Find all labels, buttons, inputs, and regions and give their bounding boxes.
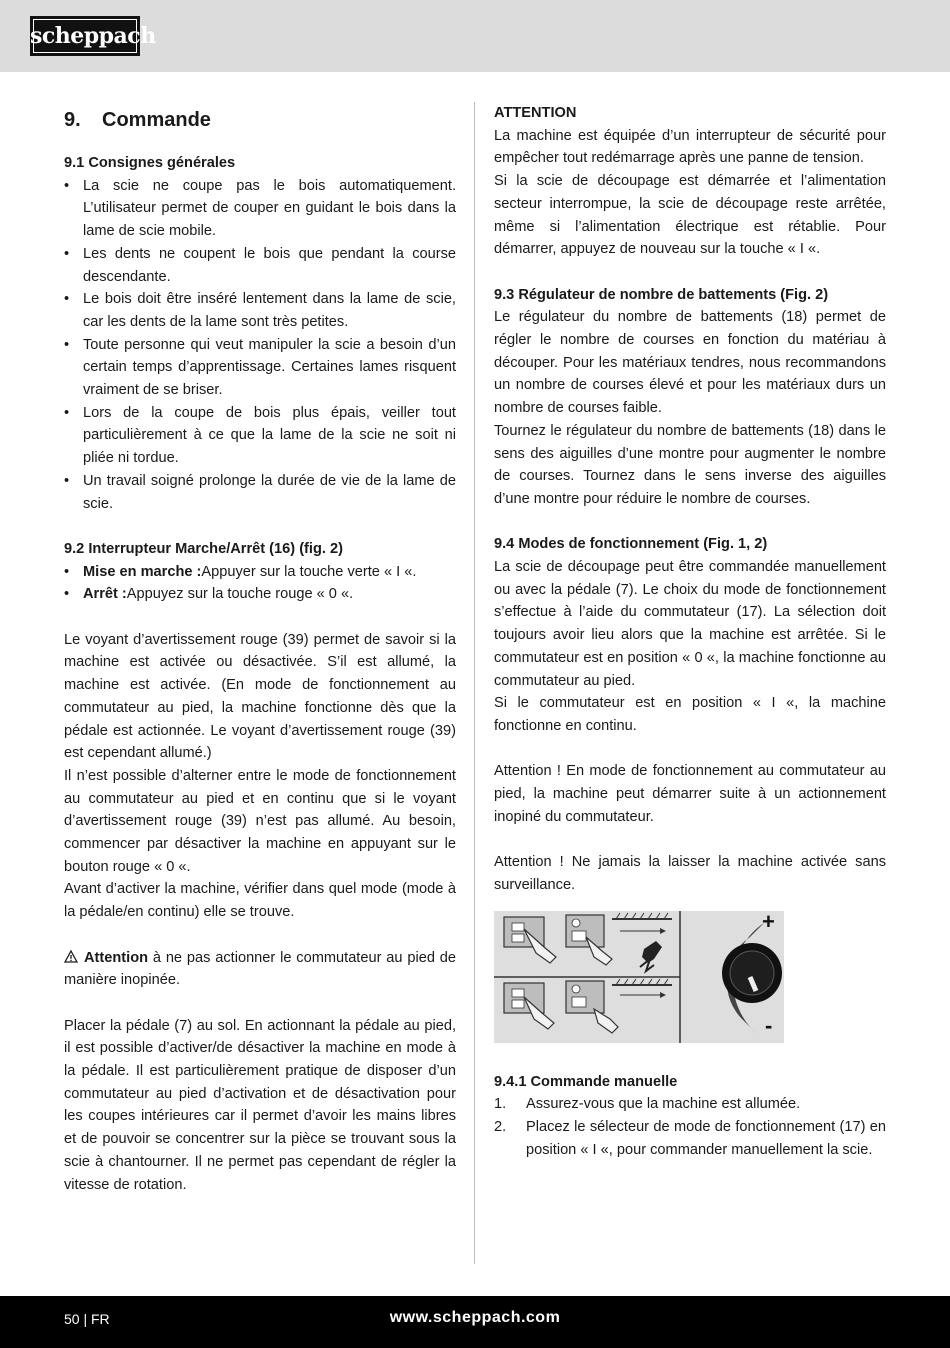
subsection-title-9-1: 9.1 Consignes générales <box>64 155 236 171</box>
operating-modes-illustration <box>494 908 784 1043</box>
left-column <box>64 102 456 1196</box>
attention-label: Attention <box>84 949 149 966</box>
brand-logo-text: scheppach <box>30 23 156 49</box>
list-item <box>494 1116 886 1161</box>
modes-paragraph-3: Attention ! En mode de fonctionnement au commutateur au pied, la machine peut démarrer suite à un actionnement inopiné du commutateur. <box>494 763 886 825</box>
language-code: FR <box>91 1311 110 1327</box>
list-item: • Les dents ne coupent le bois que pendant la course descendante. <box>64 243 456 288</box>
warning-icon <box>64 950 78 963</box>
general-instructions-list <box>64 175 456 516</box>
section-number: 9. <box>64 109 81 131</box>
off-text: Appuyez sur la touche rouge « 0 «. <box>126 586 354 603</box>
header-bar <box>0 0 950 72</box>
list-item: • Un travail soigné prolonge la durée de vie de la lame de scie. <box>64 470 456 515</box>
paragraph-check-mode: Avant d’activer la machine, vérifier dans quel mode (mode à la pédale/en continu) elle se trouve. <box>64 881 456 921</box>
modes-paragraph-1: La scie de découpage peut être commandée manuellement ou avec la pédale (7). Le choix du mode de fonctionnement s’effectue à l’aide du commutateur (17). La sélection doit toujours avoir lieu alors que la machine est arrêtée. Si le commutateur est en position « 0 «, la machine fonctionne au commutateur au pied. <box>494 559 886 689</box>
on-label: Mise en marche : <box>83 563 202 580</box>
website-link[interactable]: www.scheppach.com <box>389 1309 561 1326</box>
on-off-list <box>64 561 456 606</box>
stroke-regulator-paragraph-1: Le régulateur du nombre de battements (18) permet de régler le nombre de courses en fonction du matériau à découper. Pour les matériaux tendres, nous recommandons un nombre de courses élevé et pour les matériaux durs un nombre de courses faible. <box>494 309 886 417</box>
subsection-title-9-3: 9.3 Régulateur de nombre de battements (Fig. 2) <box>494 286 829 303</box>
list-item-on <box>64 561 456 584</box>
step-number: 2. <box>494 1118 507 1135</box>
footer-bar <box>0 1296 950 1348</box>
attention-text: à ne pas actionner le commutateur au pied de manière inopinée. <box>64 949 456 989</box>
page-number-value: 50 <box>64 1311 80 1327</box>
attention-title: ATTENTION <box>494 105 577 121</box>
brand-logo <box>30 16 156 56</box>
attention-paragraph-1: La machine est équipée d’un interrupteur de sécurité pour empêcher tout redémarrage après une panne de tension. <box>494 127 886 167</box>
on-text: Appuyer sur la touche verte « I «. <box>201 563 417 580</box>
manual-control-steps <box>494 1093 886 1161</box>
operating-modes-figure <box>494 908 784 1043</box>
subsection-title-9-4: 9.4 Modes de fonctionnement (Fig. 1, 2) <box>494 536 768 553</box>
figure-minus-label: - <box>765 1012 773 1038</box>
paragraph-pedal: Placer la pédale (7) au sol. En actionnant la pédale au pied, il est possible d’activer/de désactiver la machine en mode à la pédale. Il est particulièrement pratique de disposer d’un commutateur au pied d’activation et de désactivation pour les coupes intérieures car il permet d’avoir les mains libres et de pouvoir se concentrer sur la pièce se trouvant sous la scie à chantourner. Il ne permet pas cependant de régler la vitesse de rotation. <box>64 1017 456 1193</box>
paragraph-mode-switch: Il n’est possible d’alterner entre le mode de fonctionnement au commutateur au pied et en continu que si le voyant d’avertissement rouge (39) n’est pas allumé. Au besoin, commencer par désactiver la machine en appuyant sur le bouton rouge « 0 «. <box>64 767 456 875</box>
list-item <box>494 1093 886 1116</box>
attention-paragraph-2: Si la scie de découpage est démarrée et l’alimentation secteur interrompue, la scie de découpage reste arrêtée, même si l’alimentation électrique est rétablie. Pour démarrer, appuyez de nouveau sur la touche « I «. <box>494 173 886 258</box>
modes-paragraph-4: Attention ! Ne jamais la laisser la machine activée sans surveillance. <box>494 854 886 893</box>
right-column <box>494 102 886 1161</box>
off-label: Arrêt : <box>83 586 127 603</box>
paragraph-warning-lamp: Le voyant d’avertissement rouge (39) permet de savoir si la machine est activée ou désactivée. S’il est allumé, la machine est activée. (En mode de fonctionnement au commutateur au pied, la machine fonctionne dès que la pédale est actionnée. Le voyant d’avertissement rouge (39) est cependant allumé.) <box>64 631 456 762</box>
figure-plus-label: + <box>762 908 775 934</box>
modes-paragraph-2: Si le commutateur est en position « I «, la machine fonctionne en continu. <box>494 695 886 734</box>
section-title: Commande <box>102 109 211 131</box>
step-text: Assurez-vous que la machine est allumée. <box>526 1096 801 1113</box>
attention-note <box>64 947 456 992</box>
step-text: Placez le sélecteur de mode de fonctionnement (17) en position « I «, pour commander manuellement la scie. <box>526 1118 886 1158</box>
step-number: 1. <box>494 1096 507 1113</box>
column-divider <box>474 102 475 1264</box>
stroke-regulator-paragraph-2: Tournez le régulateur du nombre de battements (18) dans le sens des aiguilles d’une montre pour augmenter le nombre de courses. Tournez dans le sens inverse des aiguilles d’une montre pour réduire le nombre de courses. <box>494 422 886 507</box>
subsection-title-9-2: 9.2 Interrupteur Marche/Arrêt (16) (fig. 2) <box>64 540 343 557</box>
section-heading <box>64 106 456 134</box>
list-item: • Le bois doit être inséré lentement dans la lame de scie, car les dents de la lame sont très petites. <box>64 288 456 333</box>
page-number: 50 | FR <box>64 1311 110 1327</box>
list-item: • La scie ne coupe pas le bois automatiquement. L’utilisateur permet de couper en guidant le bois dans la lame de scie mobile. <box>64 175 456 243</box>
list-item: • Lors de la coupe de bois plus épais, veiller tout particulièrement à ce que la lame de la scie ne soit ni pliée ni tordue. <box>64 402 456 470</box>
list-item: • Toute personne qui veut manipuler la scie a besoin d’un certain temps d’apprentissage. Certaines lames risquent vraiment de se briser. <box>64 334 456 402</box>
list-item-off <box>64 583 456 606</box>
subsection-title-9-4-1: 9.4.1 Commande manuelle <box>494 1073 678 1090</box>
